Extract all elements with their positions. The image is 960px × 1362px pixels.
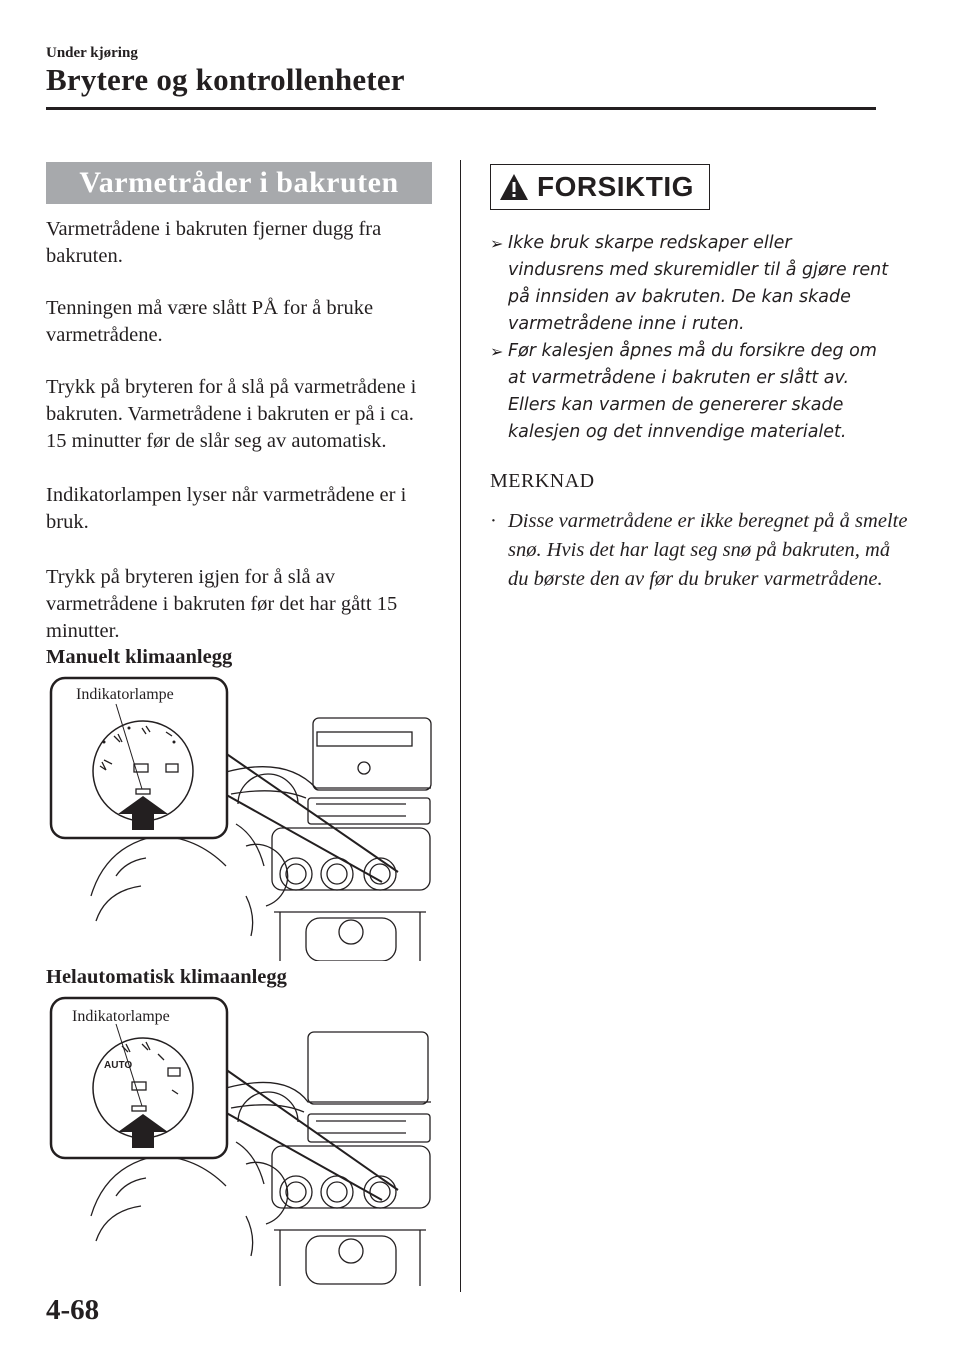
caution-list <box>490 230 890 446</box>
caution-box <box>490 164 710 210</box>
caution-item <box>490 338 890 446</box>
auto-label: AUTO <box>104 1060 133 1071</box>
warning-triangle-icon <box>499 173 529 201</box>
paragraph-2: Tenningen må være slått PÅ for å bruke varmetrådene. <box>46 297 374 346</box>
section-banner: Varmetråder i bakruten <box>46 162 432 204</box>
paragraph-4: Indikatorlampen lyser når varmetrådene er i bruk. <box>46 484 407 533</box>
bullet-dot-icon: · <box>490 510 497 532</box>
note-text: Disse varmetrådene er ikke beregnet på å smelte snø. Hvis det har lagt seg snø på bakruten, må du børste den av før du bruker varmetrådene. <box>508 510 908 590</box>
page-title: Brytere og kontrollenheter <box>46 62 405 97</box>
section-label: Under kjøring <box>46 45 138 61</box>
note-item <box>490 507 908 594</box>
caution-text-1: Ikke bruk skarpe redskaper eller vindusrens med skuremidler til å gjøre rent på innsiden av bakruten. De kan skade varmetrådene inne i ruten. <box>508 233 889 334</box>
triangle-right-icon: ➢ <box>490 342 504 361</box>
figure1-heading: Manuelt klimaanlegg <box>46 646 233 668</box>
paragraph-5: Trykk på bryteren igjen for å slå av varmetrådene i bakruten før det har gått 15 minutter. <box>46 566 398 642</box>
automatic-climate-illustration <box>46 996 436 1286</box>
figure-automatic-climate <box>46 996 436 1291</box>
figure-manual-climate <box>46 676 436 966</box>
figure1-callout: Indikatorlampe <box>76 686 174 703</box>
triangle-right-icon: ➢ <box>490 234 504 253</box>
figure2-callout: Indikatorlampe <box>72 1008 170 1025</box>
column-divider <box>460 160 461 1292</box>
manual-climate-illustration <box>46 676 436 961</box>
note-title: MERKNAD <box>490 470 595 492</box>
figure2-heading: Helautomatisk klimaanlegg <box>46 966 287 988</box>
caution-label: FORSIKTIG <box>537 171 694 202</box>
caution-text-2: Før kalesjen åpnes må du forsikre deg om at varmetrådene i bakruten er slått av. Ellers kan varmen de genererer skade kalesjen og det innvendige materialet. <box>508 341 877 442</box>
title-rule <box>46 107 876 110</box>
paragraph-1: Varmetrådene i bakruten fjerner dugg fra bakruten. <box>46 218 382 267</box>
paragraph-3: Trykk på bryteren for å slå på varmetrådene i bakruten. Varmetrådene i bakruten er på i ca. 15 minutter før de slår seg av automatisk. <box>46 376 417 452</box>
page-number: 4-68 <box>46 1294 100 1326</box>
caution-item <box>490 230 890 338</box>
